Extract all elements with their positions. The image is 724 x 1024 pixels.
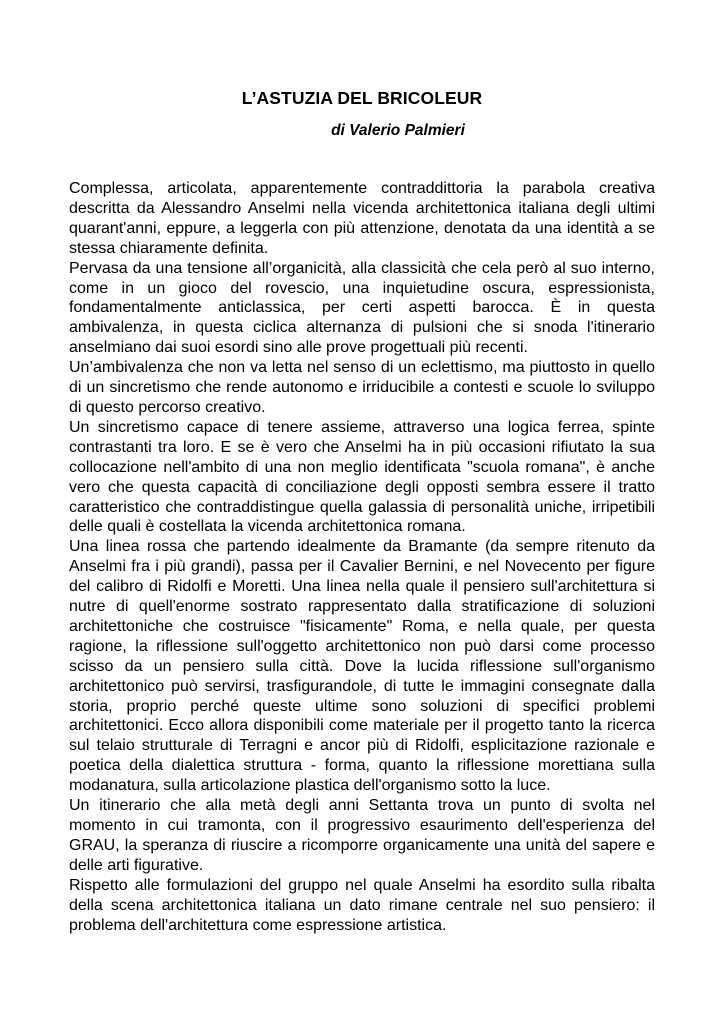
document-author: di Valerio Palmieri xyxy=(331,122,465,139)
paragraph: Un itinerario che alla metà degli anni Settanta trova un punto di svolta nel momento in cui tramonta, con il progressivo esaurimento dell'esperienza del GRAU, la speranza di riuscire a ricomporre organicamente una unità del sapere e delle arti figurative. xyxy=(69,797,655,874)
paragraph: Un sincretismo capace di tenere assieme, attraverso una logica ferrea, spinte contrastanti tra loro. E se è vero che Anselmi ha in più occasioni rifiutato la sua collocazione nell'ambito di una non meglio identificata "scuola romana", è anche vero che questa capacità di conciliazione degli opposti sembra essere il tratto caratteristico che contraddistingue quella galassia di personalità uniche, irripetibili delle quali è costellata la vicenda architettonica romana. xyxy=(69,418,655,536)
document-title: L’ASTUZIA DEL BRICOLEUR xyxy=(241,88,483,108)
paragraph: Complessa, articolata, apparentemente contraddittoria la parabola creativa descritta da Alessandro Anselmi nella vicenda architettonica italiana degli ultimi quarant'anni, eppure, a leggerla con più attenzione, denotata da una identità a se stessa chiaramente definita. xyxy=(69,180,655,257)
paragraph: Rispetto alle formulazioni del gruppo nel quale Anselmi ha esordito sulla ribalta della scena architettonica italiana un dato rimane centrale nel suo pensiero: il problema dell'architettura come espressione artistica. xyxy=(69,876,655,934)
paragraph: Pervasa da una tensione all’organicità, alla classicità che cela però al suo interno, come in un gioco del rovescio, una inquietudine oscura, espressionista, fondamentalmente anticlassica, per certi aspetti barocca. È in questa ambivalenza, in questa ciclica alternanza di pulsioni che si snoda l'itinerario anselmiano dai suoi esordi sino alle prove progettuali più recenti. xyxy=(69,259,655,357)
document-body xyxy=(69,179,655,935)
paragraph: Un’ambivalenza che non va letta nel senso di un eclettismo, ma piuttosto in quello di un sincretismo che rende autonomo e irriducibile a contesti e scuole lo sviluppo di questo percorso creativo. xyxy=(69,359,655,416)
paragraph: Una linea rossa che partendo idealmente da Bramante (da sempre ritenuto da Anselmi fra i più grandi), passa per il Cavalier Bernini, e nel Novecento per figure del calibro di Ridolfi e Moretti. Una linea nella quale il pensiero sull'architettura si nutre di quell'enorme sostrato rappresentato dalla stratificazione di soluzioni architettoniche che costruisce "fisicamente" Roma, e nella quale, per questa ragione, la riflessione sull'oggetto architettonico non può darsi come processo scisso da un pensiero sulla città. Dove la lucida riflessione sull'organismo architettonico può servirsi, trasfigurandole, di tutte le immagini consegnate dalla storia, proprio perché queste ultime sono soluzioni di specifici problemi architettonici. Ecco allora disponibili come materiale per il progetto tanto la ricerca sul telaio strutturale di Terragni e ancor più di Ridolfi, esplicitazione razionale e poetica della dialettica struttura - forma, quanto la riflessione morettiana sulla modanatura, sulla articolazione plastica dell'organismo sotto la luce. xyxy=(69,538,655,795)
